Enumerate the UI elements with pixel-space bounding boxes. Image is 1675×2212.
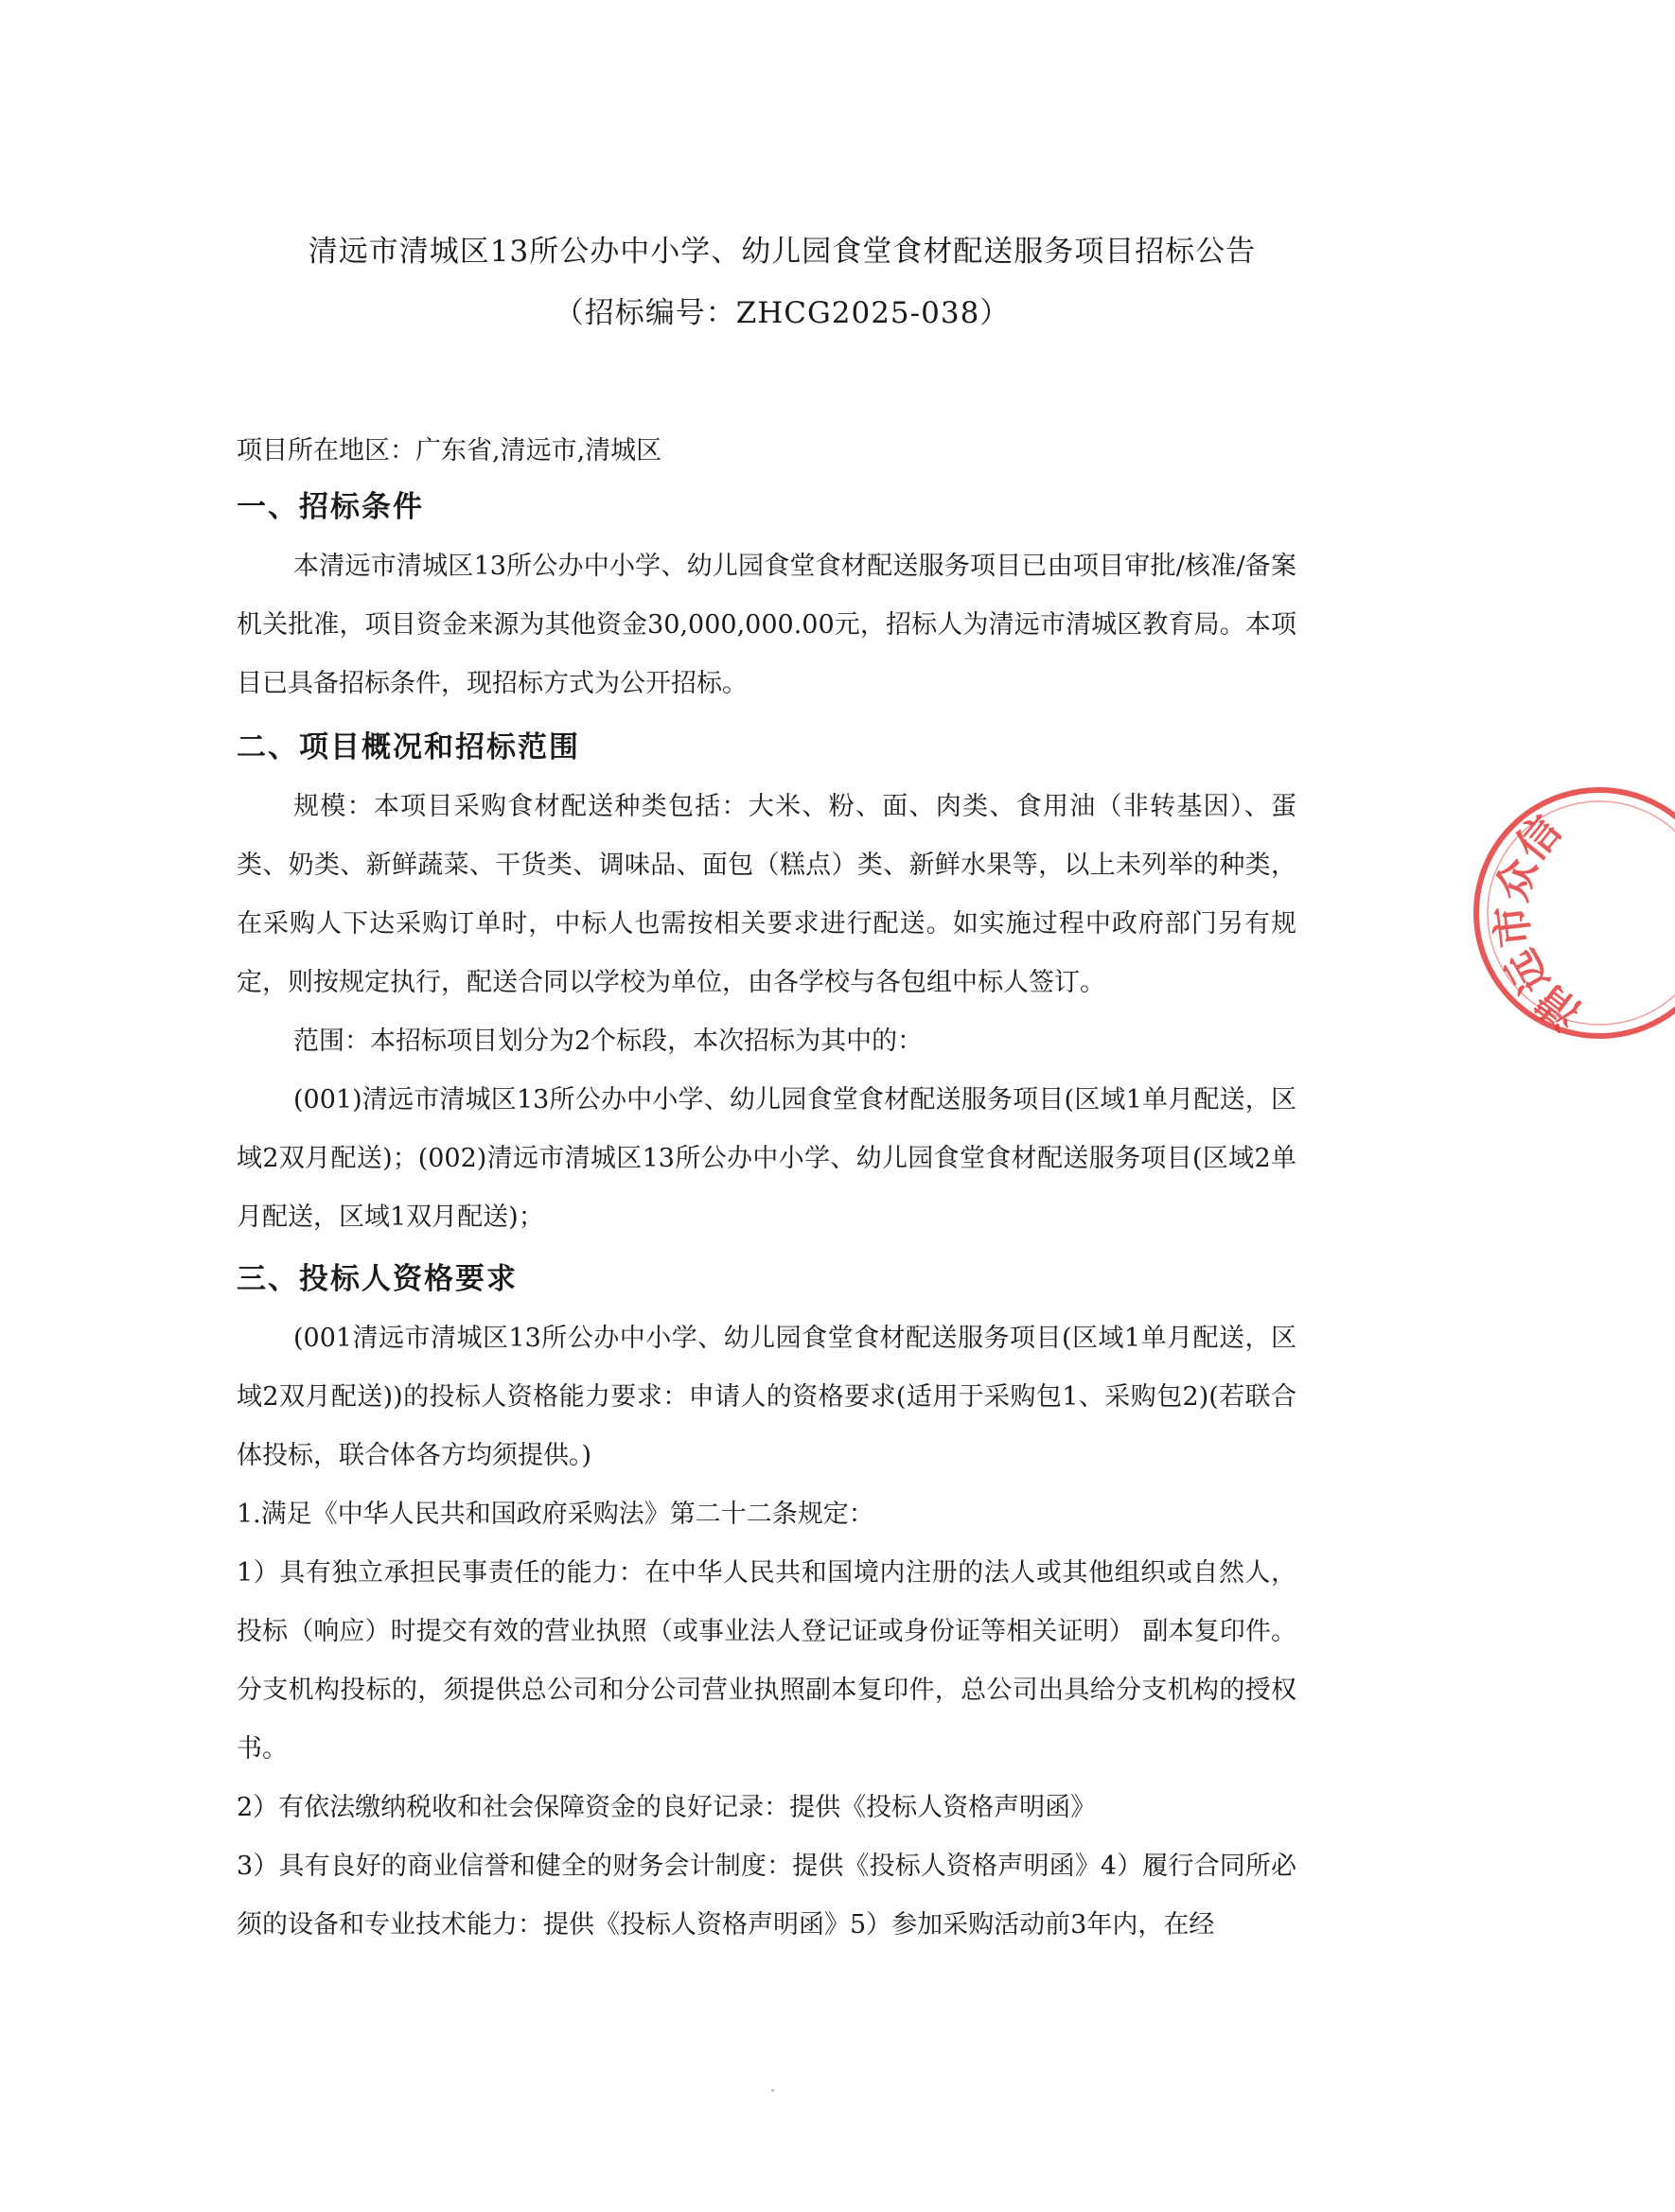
section-heading-3: 三、投标人资格要求 [237, 1262, 518, 1296]
document-title: 清远市清城区13所公办中小学、幼儿园食堂食材配送服务项目招标公告 [308, 235, 1257, 269]
section-3-paragraph-2: 1.满足《中华人民共和国政府采购法》第二十二条规定： [237, 1500, 874, 1529]
section-3-paragraph-1: (001清远市清城区13所公办中小学、幼儿园食堂食材配送服务项目(区域1单月配送，区域2双月配送))的投标人资格能力要求：申请人的资格要求(适用于采购包1、采购包2)(若联合体投标，联合体各方均须提供。) [237, 1324, 1296, 1470]
scan-speck [771, 2089, 774, 2092]
project-location: 项目所在地区：广东省,清远市,清城区 [237, 436, 662, 465]
section-2-paragraph-1: 规模：本项目采购食材配送种类包括：大米、粉、面、肉类、食用油（非转基因）、蛋类、奶类、新鲜蔬菜、干货类、调味品、面包（糕点）类、新鲜水果等，以上未列举的种类，在采购人下达采购订单时，中标人也需按相关要求进行配送。如实施过程中政府部门另有规定，则按规定执行，配送合同以学校为单位，由各学校与各包组中标人签订。 [237, 792, 1296, 997]
seal-text: 清远市众信 [1487, 806, 1590, 1039]
section-3-paragraph-5: 3）具有良好的商业信誉和健全的财务会计制度：提供《投标人资格声明函》4）履行合同所必须的设备和专业技术能力：提供《投标人资格声明函》5）参加采购活动前3年内，在经 [237, 1852, 1296, 1940]
section-heading-1: 一、招标条件 [237, 490, 424, 524]
tender-number: （招标编号：ZHCG2025-038） [554, 296, 1011, 330]
section-3-paragraph-4: 2）有依法缴纳税收和社会保障资金的良好记录：提供《投标人资格声明函》 [237, 1793, 1097, 1822]
section-1-paragraph-1: 本清远市清城区13所公办中小学、幼儿园食堂食材配送服务项目已由项目审批/核准/备案机关批准，项目资金来源为其他资金30,000,000.00元，招标人为清远市清城区教育局。本项目已具备招标条件，现招标方式为公开招标。 [237, 552, 1296, 698]
company-seal-icon [1457, 776, 1675, 1060]
section-heading-2: 二、项目概况和招标范围 [237, 730, 580, 764]
section-2-paragraph-3: (001)清远市清城区13所公办中小学、幼儿园食堂食材配送服务项目(区域1单月配送，区域2双月配送)；(002)清远市清城区13所公办中小学、幼儿园食堂食材配送服务项目(区域2单月配送，区域1双月配送)； [237, 1085, 1296, 1232]
section-3-paragraph-3: 1）具有独立承担民事责任的能力：在中华人民共和国境内注册的法人或其他组织或自然人，投标（响应）时提交有效的营业执照（或事业法人登记证或身份证等相关证明） 副本复印件。分支机构投标的，须提供总公司和分公司营业执照副本复印件，总公司出具给分支机构的授权书。 [237, 1558, 1296, 1764]
section-2-paragraph-2: 范围：本招标项目划分为2个标段，本次招标为其中的： [293, 1027, 924, 1056]
